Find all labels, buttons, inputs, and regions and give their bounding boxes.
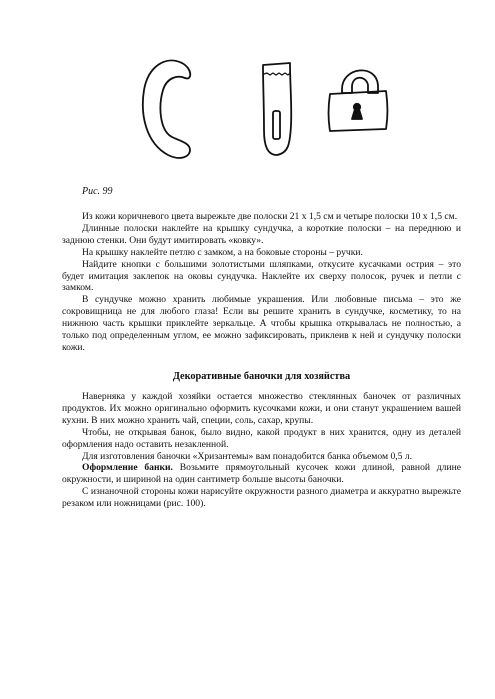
bold-lead: Оформление банки.: [82, 462, 173, 474]
strap-icon: [263, 63, 291, 155]
figure-caption: Рис. 99: [82, 186, 113, 197]
paragraph: Из кожи коричневого цвета вырежьте две полоски 21 х 1,5 см и четыре полоски 10 х 1,5 см.: [82, 211, 458, 222]
handle-icon: [143, 61, 190, 158]
paragraph: На крышку наклейте петлю с замком, а на боковые стороны – ручки.: [82, 246, 363, 258]
padlock-icon: [329, 70, 388, 131]
instructions-section: [62, 211, 461, 354]
paragraph: Для изготовления баночки «Хризантемы» вам понадобится банка объемом 0,5 л.: [82, 450, 413, 462]
paragraph: Наверняка у каждой хозяйки остается множество стеклянных баночек от различных продуктов. Их можно оригинально оформить кусочками кожи, и они станут украшением вашей кухни. В них можно хранить чай, специи, соль, сахар, крупы.: [62, 391, 461, 426]
paragraph: Чтобы, не открывая банок, было видно, какой продукт в них хранится, одну из деталей оформления надо оставить незакленной.: [62, 426, 461, 450]
paragraph: Найдите кнопки с большими золотистыми шляпками, откусите кусачками острия – это будет имитация заклепок на оковы сундучка. Наклейте их сверху полосок, ручек и петли с замком.: [62, 258, 461, 294]
paragraph: [62, 462, 461, 486]
paragraph-rest: Возьмите прямоугольный кусочек кожи длиной, равной длине окружности, и шириной на один сантиметр больше высоты баночки.: [62, 462, 461, 486]
paragraph: С изнаночной стороны кожи нарисуйте окружности разного диаметра и аккуратно вырежьте резаком или ножницами (рис. 100).: [62, 486, 461, 510]
figure-99-drawings: [130, 45, 400, 180]
section-heading: Декоративные баночки для хозяйства: [172, 371, 351, 382]
paragraph: Длинные полоски наклейте на крышку сундучка, а короткие полоски – на переднюю и заднюю стенки. Они будут имитировать «ковку».: [62, 222, 461, 246]
jars-section: [62, 391, 461, 510]
paragraph: В сундучке можно хранить любимые украшения. Или любовные письма – это же сокровищница не для любого глаза! Если вы решите хранить в сундучке, косметику, то на нижнюю часть крышки приклейте зеркальце. А чтобы крышка открывалась не полностью, а только под определенным углом, ее можно зафиксировать, приклеив к ней и сундучку полоски кожи.: [62, 294, 461, 353]
